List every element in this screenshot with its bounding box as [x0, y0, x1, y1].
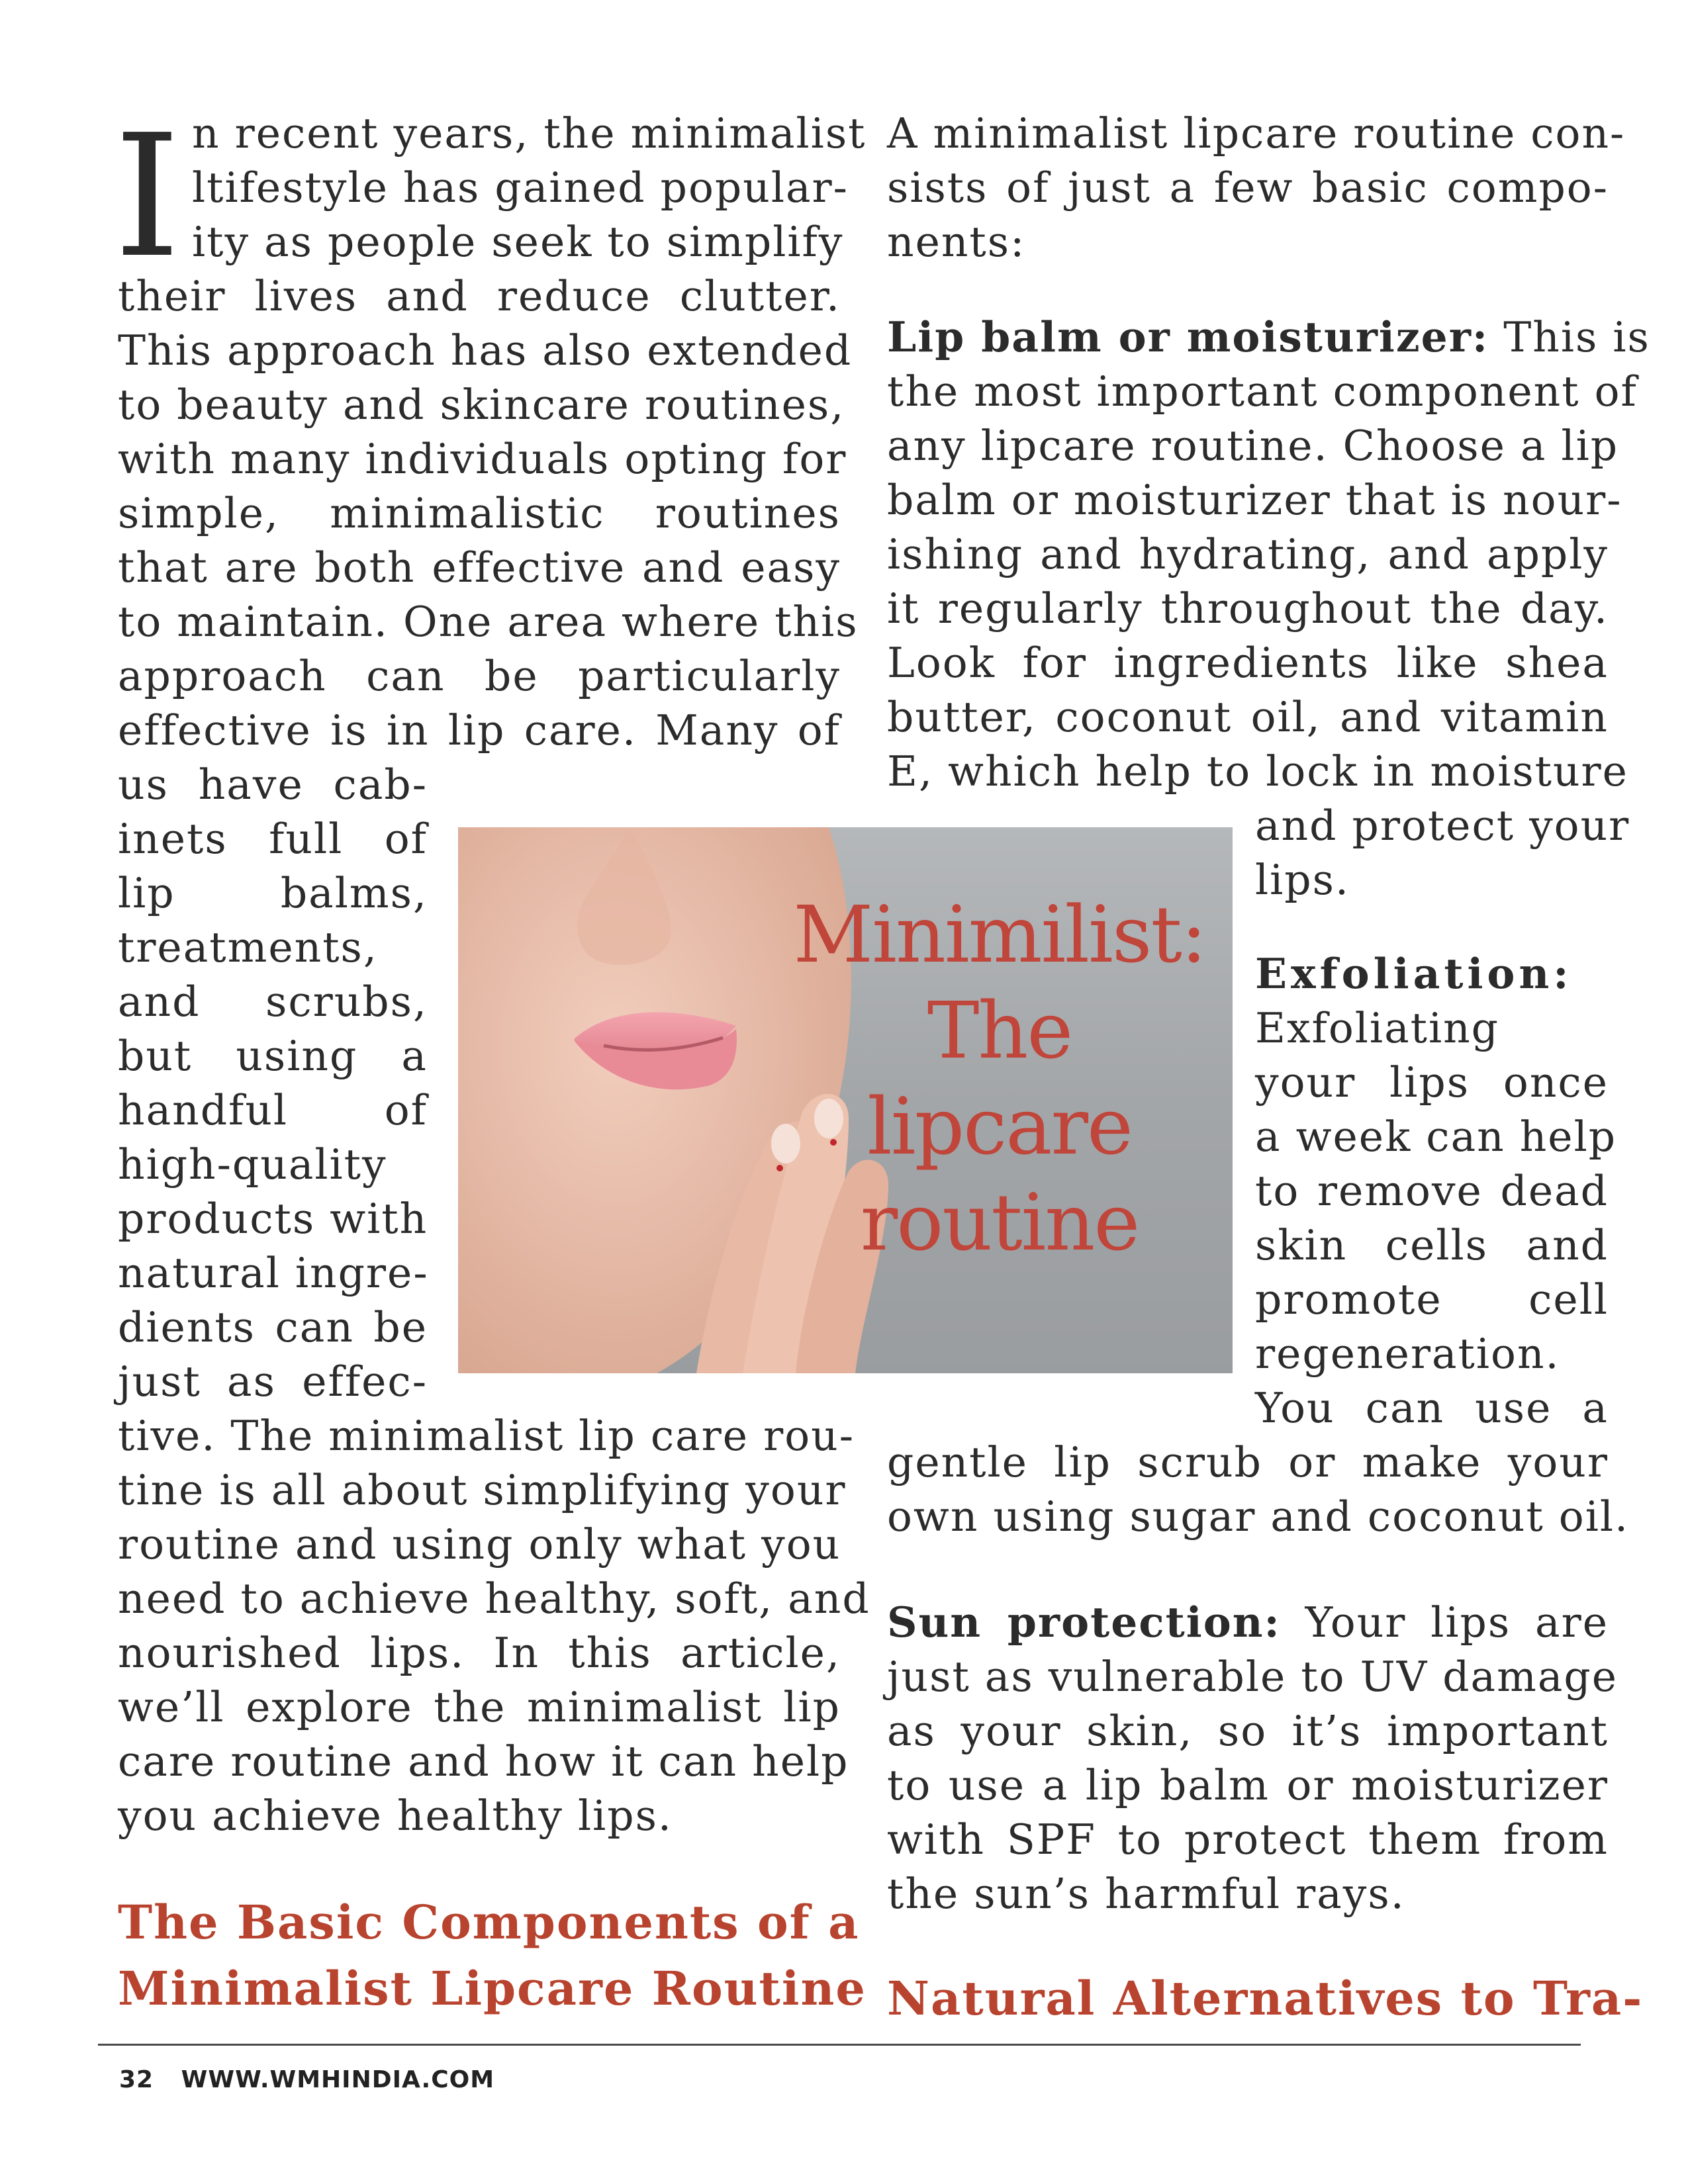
image-title-line: The	[927, 985, 1072, 1077]
body-line: to use a lip balm or moisturizer	[887, 1761, 1609, 1809]
body-text: This is	[1503, 313, 1650, 361]
body-line: ishing and hydrating, and apply	[887, 530, 1609, 578]
body-line: butter, coconut oil, and vitamin	[887, 693, 1609, 741]
body-line: it regularly throughout the day.	[887, 584, 1609, 633]
section-heading: Minimalist Lipcare Routine	[118, 1961, 867, 2016]
body-line: A minimalist lipcare routine con-	[887, 109, 1626, 158]
body-line: approach can be particularly	[118, 652, 841, 700]
body-line: regeneration.	[1255, 1330, 1560, 1378]
body-line: with SPF to protect them from	[887, 1815, 1609, 1864]
sun-protection-heading: Sun protection:	[887, 1598, 1281, 1647]
image-title-line: lipcare	[867, 1081, 1132, 1173]
body-line: ity as people seek to simplify	[192, 218, 844, 266]
sun-paragraph-line	[887, 1598, 1609, 1647]
body-line: own using sugar and coconut oil.	[887, 1492, 1630, 1541]
lip-balm-heading: Lip balm or moisturizer:	[887, 312, 1489, 361]
body-line: just as vulnerable to UV damage	[887, 1653, 1618, 1701]
body-line: but using a	[118, 1032, 428, 1080]
body-line: dients can be	[118, 1303, 428, 1351]
footer-divider	[98, 2044, 1581, 2046]
body-line: This approach has also extended	[118, 326, 853, 375]
body-line: a week can help	[1255, 1113, 1617, 1161]
image-title-line: routine	[860, 1177, 1139, 1269]
body-line: their lives and reduce clutter.	[118, 272, 841, 320]
body-line: the sun’s harmful rays.	[887, 1870, 1405, 1918]
section-heading: The Basic Components of a	[118, 1895, 860, 1950]
body-line: your lips once	[1255, 1058, 1609, 1107]
body-line: simple, minimalistic routines	[118, 489, 841, 537]
body-line: to maintain. One area where this	[118, 598, 859, 646]
drop-cap: I	[114, 99, 181, 295]
body-line: Exfoliating	[1255, 1004, 1499, 1052]
body-line: to beauty and skincare routines,	[118, 381, 845, 429]
body-line: nourished lips. In this article,	[118, 1629, 841, 1677]
body-line: E, which help to lock in moisture	[887, 747, 1628, 796]
page-number: 32	[119, 2066, 154, 2093]
body-line: gentle lip scrub or make your	[887, 1438, 1609, 1486]
body-line: products with	[118, 1195, 428, 1243]
body-line: lip balms,	[118, 869, 428, 917]
body-line: Look for ingredients like shea	[887, 639, 1609, 687]
body-line: balm or moisturizer that is nour-	[887, 476, 1622, 524]
body-line: lips.	[1255, 856, 1350, 904]
body-line: to remove dead	[1255, 1167, 1609, 1215]
image-title-overlay	[774, 887, 1225, 1271]
body-line: care routine and how it can help	[118, 1737, 849, 1786]
lip-balm-paragraph-line	[887, 312, 1650, 361]
website-url: WWW.WMHINDIA.COM	[181, 2066, 495, 2093]
body-line: You can use a	[1255, 1384, 1609, 1432]
body-line: ltifestyle has gained popular-	[192, 163, 849, 212]
body-line: as your skin, so it’s important	[887, 1707, 1609, 1755]
body-line: inets full of	[118, 815, 428, 863]
body-line: tive. The minimalist lip care rou-	[118, 1412, 855, 1460]
body-line: you achieve healthy lips.	[118, 1792, 673, 1840]
page-footer	[119, 2066, 513, 2093]
body-line: just as effec-	[118, 1357, 428, 1406]
body-line: promote cell	[1255, 1275, 1609, 1324]
body-line: nents:	[887, 218, 1026, 266]
body-line: and scrubs,	[118, 978, 428, 1026]
body-text: Your lips are	[1305, 1598, 1609, 1647]
body-line: natural ingre-	[118, 1249, 429, 1297]
body-line: the most important component of	[887, 367, 1638, 416]
body-line: with many individuals opting for	[118, 435, 847, 483]
body-line: any lipcare routine. Choose a lip	[887, 422, 1619, 470]
exfoliation-heading: Exfoliation:	[1255, 949, 1573, 998]
body-line: high-quality	[118, 1140, 387, 1189]
body-line: n recent years, the minimalist	[192, 109, 867, 158]
body-line: tine is all about simplifying your	[118, 1466, 847, 1514]
body-line: skin cells and	[1255, 1221, 1609, 1269]
body-line: need to achieve healthy, soft, and	[118, 1574, 870, 1623]
body-line: sists of just a few basic compo-	[887, 163, 1609, 212]
body-line: that are both effective and easy	[118, 543, 841, 592]
body-line: and protect your	[1255, 801, 1630, 850]
body-line: handful of	[118, 1086, 428, 1134]
body-line: effective is in lip care. Many of	[118, 706, 841, 754]
body-line: treatments,	[118, 923, 378, 972]
body-line: routine and using only what you	[118, 1520, 841, 1569]
next-section-heading: Natural Alternatives to Tra-	[887, 1971, 1644, 2026]
body-line: we’ll explore the minimalist lip	[118, 1683, 841, 1731]
image-title-line: Minimilist:	[793, 889, 1206, 980]
body-line: us have cab-	[118, 760, 428, 809]
